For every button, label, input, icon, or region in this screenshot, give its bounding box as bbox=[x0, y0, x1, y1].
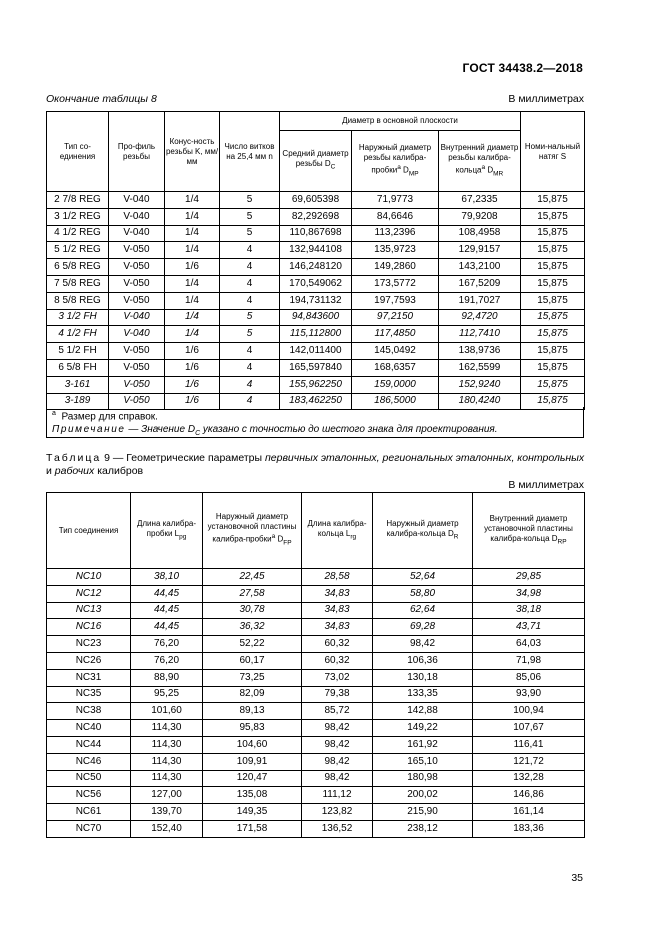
table-cell: 71,98 bbox=[473, 652, 585, 669]
t8-header-threads: Число витков на 25,4 мм n bbox=[220, 112, 280, 192]
table-cell: 44,45 bbox=[131, 585, 203, 602]
table-cell: NC61 bbox=[47, 804, 131, 821]
table-cell: 38,10 bbox=[131, 569, 203, 586]
table-cell: V-050 bbox=[109, 343, 165, 360]
table-cell: 114,30 bbox=[131, 753, 203, 770]
table-cell: NC40 bbox=[47, 720, 131, 737]
t8-header-taper: Конус-ность резьбы K, мм/мм bbox=[165, 112, 220, 192]
table-cell: 132,944108 bbox=[280, 242, 352, 259]
table-cell: 29,85 bbox=[473, 569, 585, 586]
table-cell: V-050 bbox=[109, 359, 165, 376]
table-cell: 76,20 bbox=[131, 652, 203, 669]
table-cell: V-050 bbox=[109, 376, 165, 393]
document-code: ГОСТ 34438.2—2018 bbox=[462, 61, 583, 75]
table-cell: 15,875 bbox=[521, 393, 585, 410]
table-cell: 93,90 bbox=[473, 686, 585, 703]
table-cell: NC35 bbox=[47, 686, 131, 703]
table-cell: 5 bbox=[220, 192, 280, 209]
table-row bbox=[47, 208, 585, 225]
table-cell: 95,25 bbox=[131, 686, 203, 703]
table-row bbox=[47, 292, 585, 309]
table8-units: В миллиметрах bbox=[508, 93, 584, 105]
table-cell: V-040 bbox=[109, 326, 165, 343]
table-cell: 98,42 bbox=[302, 770, 373, 787]
table-cell: 5 bbox=[220, 208, 280, 225]
table-cell: 111,12 bbox=[302, 787, 373, 804]
table-cell: 146,248120 bbox=[280, 259, 352, 276]
table-cell: 34,98 bbox=[473, 585, 585, 602]
table-cell: 106,36 bbox=[373, 652, 473, 669]
table-cell: 1/6 bbox=[165, 393, 220, 410]
table-cell: 135,9723 bbox=[352, 242, 439, 259]
table-cell: 1/4 bbox=[165, 192, 220, 209]
table-cell: 120,47 bbox=[203, 770, 302, 787]
table-cell: 97,2150 bbox=[352, 309, 439, 326]
table-cell: 5 bbox=[220, 225, 280, 242]
table-row bbox=[47, 720, 585, 737]
table-cell: NC10 bbox=[47, 569, 131, 586]
table-cell: 15,875 bbox=[521, 292, 585, 309]
table-cell: 139,70 bbox=[131, 804, 203, 821]
table-row bbox=[47, 192, 585, 209]
t8-header-dmr: Внутренний диаметр резьбы калибра-кольца$^a$ $D_{MR}$ bbox=[439, 131, 521, 192]
table-cell: 1/4 bbox=[165, 208, 220, 225]
table-cell: 149,2860 bbox=[352, 259, 439, 276]
table-cell: 100,94 bbox=[473, 703, 585, 720]
t9-header-lpg: Длина калибра-пробки $L_{pg}$ bbox=[131, 493, 203, 569]
table-cell: V-050 bbox=[109, 242, 165, 259]
table-cell: NC46 bbox=[47, 753, 131, 770]
table-cell: NC26 bbox=[47, 652, 131, 669]
table-cell: 114,30 bbox=[131, 720, 203, 737]
table8-caption: Окончание таблицы 8 bbox=[46, 93, 157, 105]
table-cell: V-050 bbox=[109, 275, 165, 292]
table-cell: 27,58 bbox=[203, 585, 302, 602]
table-cell: 165,597840 bbox=[280, 359, 352, 376]
table-cell: 152,40 bbox=[131, 820, 203, 837]
table-cell: 69,605398 bbox=[280, 192, 352, 209]
table-cell: 85,72 bbox=[302, 703, 373, 720]
table-cell: 1/6 bbox=[165, 359, 220, 376]
t8-header-type: Тип со-единения bbox=[47, 112, 109, 192]
table-cell: 73,25 bbox=[203, 669, 302, 686]
table-cell: 161,14 bbox=[473, 804, 585, 821]
table-cell: 112,7410 bbox=[439, 326, 521, 343]
table-cell: NC56 bbox=[47, 787, 131, 804]
table-cell: 64,03 bbox=[473, 636, 585, 653]
table9-units: В миллиметрах bbox=[508, 479, 584, 491]
table-cell: 4 1/2 FH bbox=[47, 326, 109, 343]
table-cell: V-040 bbox=[109, 192, 165, 209]
table-cell: 69,28 bbox=[373, 619, 473, 636]
table-cell: 121,72 bbox=[473, 753, 585, 770]
table-cell: 79,38 bbox=[302, 686, 373, 703]
table8-body bbox=[47, 192, 585, 410]
table-cell: 3-161 bbox=[47, 376, 109, 393]
table-cell: 183,462250 bbox=[280, 393, 352, 410]
table-cell: 173,5772 bbox=[352, 275, 439, 292]
table-cell: 4 bbox=[220, 292, 280, 309]
t8-header-group: Диаметр в основной плоскости bbox=[280, 112, 521, 131]
table-cell: 135,08 bbox=[203, 787, 302, 804]
table-cell: 58,80 bbox=[373, 585, 473, 602]
table-cell: 4 bbox=[220, 376, 280, 393]
table-cell: 94,843600 bbox=[280, 309, 352, 326]
table-cell: 123,82 bbox=[302, 804, 373, 821]
table-cell: NC31 bbox=[47, 669, 131, 686]
table-cell: 191,7027 bbox=[439, 292, 521, 309]
table-cell: 52,22 bbox=[203, 636, 302, 653]
table-cell: 142,88 bbox=[373, 703, 473, 720]
table-row bbox=[47, 585, 585, 602]
table-row bbox=[47, 753, 585, 770]
table-cell: 114,30 bbox=[131, 736, 203, 753]
table-cell: 62,64 bbox=[373, 602, 473, 619]
table-row bbox=[47, 343, 585, 360]
table-cell: 52,64 bbox=[373, 569, 473, 586]
table-cell: 15,875 bbox=[521, 376, 585, 393]
table-cell: 1/6 bbox=[165, 343, 220, 360]
table-cell: NC50 bbox=[47, 770, 131, 787]
table-cell: 98,42 bbox=[302, 720, 373, 737]
t9-header-drp: Внутренний диаметр установочной пластины калибра-кольца $D_{RP}$ bbox=[473, 493, 585, 569]
table-cell: 4 bbox=[220, 242, 280, 259]
table-cell: 146,86 bbox=[473, 787, 585, 804]
table-cell: 8 5/8 REG bbox=[47, 292, 109, 309]
table-cell: 117,4850 bbox=[352, 326, 439, 343]
table-cell: 15,875 bbox=[521, 208, 585, 225]
table-cell: 101,60 bbox=[131, 703, 203, 720]
table-cell: 38,18 bbox=[473, 602, 585, 619]
table-cell: 1/4 bbox=[165, 242, 220, 259]
table-cell: 197,7593 bbox=[352, 292, 439, 309]
table-cell: 44,45 bbox=[131, 602, 203, 619]
table-cell: 15,875 bbox=[521, 275, 585, 292]
table-cell: 1/4 bbox=[165, 225, 220, 242]
table-cell: 127,00 bbox=[131, 787, 203, 804]
table-cell: V-040 bbox=[109, 225, 165, 242]
table-row bbox=[47, 359, 585, 376]
table-cell: 15,875 bbox=[521, 192, 585, 209]
t9-header-lrg: Длина калибра-кольца $L_{rg}$ bbox=[302, 493, 373, 569]
table-cell: 15,875 bbox=[521, 343, 585, 360]
table-cell: 6 5/8 REG bbox=[47, 259, 109, 276]
table-cell: 95,83 bbox=[203, 720, 302, 737]
table-cell: 109,91 bbox=[203, 753, 302, 770]
table-cell: 162,5599 bbox=[439, 359, 521, 376]
table-cell: 171,58 bbox=[203, 820, 302, 837]
table-row bbox=[47, 736, 585, 753]
table-cell: 149,35 bbox=[203, 804, 302, 821]
table-row bbox=[47, 669, 585, 686]
table-cell: 30,78 bbox=[203, 602, 302, 619]
table-row bbox=[47, 804, 585, 821]
table-cell: 22,45 bbox=[203, 569, 302, 586]
table-cell: 3 1/2 REG bbox=[47, 208, 109, 225]
table-cell: 159,0000 bbox=[352, 376, 439, 393]
table9-title: Таблица 9 — Геометрические параметры первичных эталонных, региональных эталонных, контрольных и рабочих калибров bbox=[46, 452, 585, 477]
table-cell: 161,92 bbox=[373, 736, 473, 753]
table-cell: 155,962250 bbox=[280, 376, 352, 393]
table-cell: 4 bbox=[220, 359, 280, 376]
table-cell: 5 bbox=[220, 326, 280, 343]
table-cell: 76,20 bbox=[131, 636, 203, 653]
table9 bbox=[46, 492, 585, 838]
table-cell: 71,9773 bbox=[352, 192, 439, 209]
table-cell: 108,4958 bbox=[439, 225, 521, 242]
table-cell: 132,28 bbox=[473, 770, 585, 787]
table-cell: 15,875 bbox=[521, 326, 585, 343]
table-cell: 143,2100 bbox=[439, 259, 521, 276]
table-cell: 180,4240 bbox=[439, 393, 521, 410]
table-cell: 15,875 bbox=[521, 259, 585, 276]
table-cell: 36,32 bbox=[203, 619, 302, 636]
table-cell: NC16 bbox=[47, 619, 131, 636]
table-cell: 34,83 bbox=[302, 585, 373, 602]
table-row bbox=[47, 259, 585, 276]
table-cell: 98,42 bbox=[302, 736, 373, 753]
table9-body bbox=[47, 569, 585, 838]
table-cell: 130,18 bbox=[373, 669, 473, 686]
table-row bbox=[47, 326, 585, 343]
table-cell: 85,06 bbox=[473, 669, 585, 686]
table-cell: 89,13 bbox=[203, 703, 302, 720]
table-row bbox=[47, 636, 585, 653]
table-cell: 1/6 bbox=[165, 376, 220, 393]
table-cell: 1/4 bbox=[165, 275, 220, 292]
table-row bbox=[47, 225, 585, 242]
table-cell: 1/6 bbox=[165, 259, 220, 276]
table-cell: 145,0492 bbox=[352, 343, 439, 360]
table-cell: 165,10 bbox=[373, 753, 473, 770]
table-cell: 194,731132 bbox=[280, 292, 352, 309]
table-cell: 200,02 bbox=[373, 787, 473, 804]
table8-note: Примечание — Значение $D_C$ указано с точностью до шестого знака для проектирования. bbox=[52, 424, 498, 437]
table-row bbox=[47, 686, 585, 703]
table-cell: 44,45 bbox=[131, 619, 203, 636]
table-cell: 116,41 bbox=[473, 736, 585, 753]
table-cell: 34,83 bbox=[302, 602, 373, 619]
table-cell: NC12 bbox=[47, 585, 131, 602]
table-cell: 152,9240 bbox=[439, 376, 521, 393]
table-cell: NC13 bbox=[47, 602, 131, 619]
table8-footnotes bbox=[46, 407, 584, 438]
table-cell: 183,36 bbox=[473, 820, 585, 837]
table-cell: 5 1/2 FH bbox=[47, 343, 109, 360]
table-cell: 4 bbox=[220, 393, 280, 410]
table-cell: 79,9208 bbox=[439, 208, 521, 225]
t9-header-dfp: Наружный диаметр установочной пластины калибра-пробки$^a$ $D_{FP}$ bbox=[203, 493, 302, 569]
table-cell: 28,58 bbox=[302, 569, 373, 586]
table-row bbox=[47, 376, 585, 393]
table-cell: NC70 bbox=[47, 820, 131, 837]
table-cell: NC38 bbox=[47, 703, 131, 720]
table-row bbox=[47, 820, 585, 837]
table-cell: NC23 bbox=[47, 636, 131, 653]
table-cell: 215,90 bbox=[373, 804, 473, 821]
table-row bbox=[47, 787, 585, 804]
table-cell: 4 bbox=[220, 259, 280, 276]
table-cell: 5 1/2 REG bbox=[47, 242, 109, 259]
table-cell: 4 bbox=[220, 275, 280, 292]
table-cell: 136,52 bbox=[302, 820, 373, 837]
table-cell: 149,22 bbox=[373, 720, 473, 737]
table-row bbox=[47, 569, 585, 586]
table-cell: 15,875 bbox=[521, 359, 585, 376]
t9-header-dr: Наружный диаметр калибра-кольца $D_R$ bbox=[373, 493, 473, 569]
table8-footnote: $^a$ Размер для справок. bbox=[52, 410, 158, 423]
table-cell: 115,112800 bbox=[280, 326, 352, 343]
t8-header-standoff: Номи-нальный натяг S bbox=[521, 112, 585, 192]
table-cell: 110,867698 bbox=[280, 225, 352, 242]
table-cell: 114,30 bbox=[131, 770, 203, 787]
table-cell: 186,5000 bbox=[352, 393, 439, 410]
table-row bbox=[47, 242, 585, 259]
table-cell: 84,6646 bbox=[352, 208, 439, 225]
table8 bbox=[46, 111, 585, 410]
table-cell: 4 1/2 REG bbox=[47, 225, 109, 242]
table-row bbox=[47, 602, 585, 619]
table-cell: 1/4 bbox=[165, 309, 220, 326]
table-cell: 88,90 bbox=[131, 669, 203, 686]
table-cell: 168,6357 bbox=[352, 359, 439, 376]
table-cell: 15,875 bbox=[521, 225, 585, 242]
table-cell: V-050 bbox=[109, 259, 165, 276]
table-row bbox=[47, 275, 585, 292]
table-cell: 129,9157 bbox=[439, 242, 521, 259]
table-cell: V-050 bbox=[109, 292, 165, 309]
table-cell: 15,875 bbox=[521, 309, 585, 326]
table-cell: V-040 bbox=[109, 208, 165, 225]
table-row bbox=[47, 770, 585, 787]
table-cell: 92,4720 bbox=[439, 309, 521, 326]
table-cell: V-040 bbox=[109, 309, 165, 326]
table-cell: 43,71 bbox=[473, 619, 585, 636]
table-cell: 238,12 bbox=[373, 820, 473, 837]
table-cell: 2 7/8 REG bbox=[47, 192, 109, 209]
t9-header-type: Тип соединения bbox=[47, 493, 131, 569]
table-cell: 3-189 bbox=[47, 393, 109, 410]
table-cell: 1/4 bbox=[165, 292, 220, 309]
page-number: 35 bbox=[571, 872, 583, 884]
table-cell: 6 5/8 FH bbox=[47, 359, 109, 376]
table-cell: 15,875 bbox=[521, 242, 585, 259]
table-cell: NC44 bbox=[47, 736, 131, 753]
table-cell: 113,2396 bbox=[352, 225, 439, 242]
table-cell: 34,83 bbox=[302, 619, 373, 636]
table-cell: 133,35 bbox=[373, 686, 473, 703]
t8-header-dc: Средний диаметр резьбы $D_C$ bbox=[280, 131, 352, 192]
table-cell: 60,17 bbox=[203, 652, 302, 669]
table-cell: 180,98 bbox=[373, 770, 473, 787]
table-cell: 5 bbox=[220, 309, 280, 326]
table-cell: 82,292698 bbox=[280, 208, 352, 225]
table-cell: 98,42 bbox=[373, 636, 473, 653]
table-cell: V-050 bbox=[109, 393, 165, 410]
table-cell: 7 5/8 REG bbox=[47, 275, 109, 292]
table-cell: 73,02 bbox=[302, 669, 373, 686]
table-cell: 107,67 bbox=[473, 720, 585, 737]
table-cell: 98,42 bbox=[302, 753, 373, 770]
table-cell: 3 1/2 FH bbox=[47, 309, 109, 326]
table-cell: 142,011400 bbox=[280, 343, 352, 360]
table-cell: 170,549062 bbox=[280, 275, 352, 292]
table-cell: 60,32 bbox=[302, 636, 373, 653]
table-row bbox=[47, 309, 585, 326]
table-cell: 104,60 bbox=[203, 736, 302, 753]
table-row bbox=[47, 703, 585, 720]
table-cell: 167,5209 bbox=[439, 275, 521, 292]
table-cell: 138,9736 bbox=[439, 343, 521, 360]
table-cell: 82,09 bbox=[203, 686, 302, 703]
table-row bbox=[47, 619, 585, 636]
table-row bbox=[47, 652, 585, 669]
table-cell: 67,2335 bbox=[439, 192, 521, 209]
table-cell: 60,32 bbox=[302, 652, 373, 669]
t8-header-profile: Про-филь резьбы bbox=[109, 112, 165, 192]
table-cell: 4 bbox=[220, 343, 280, 360]
t8-header-dmp: Наружный диаметр резьбы калибра-пробки$^a$ $D_{MP}$ bbox=[352, 131, 439, 192]
table-cell: 1/4 bbox=[165, 326, 220, 343]
